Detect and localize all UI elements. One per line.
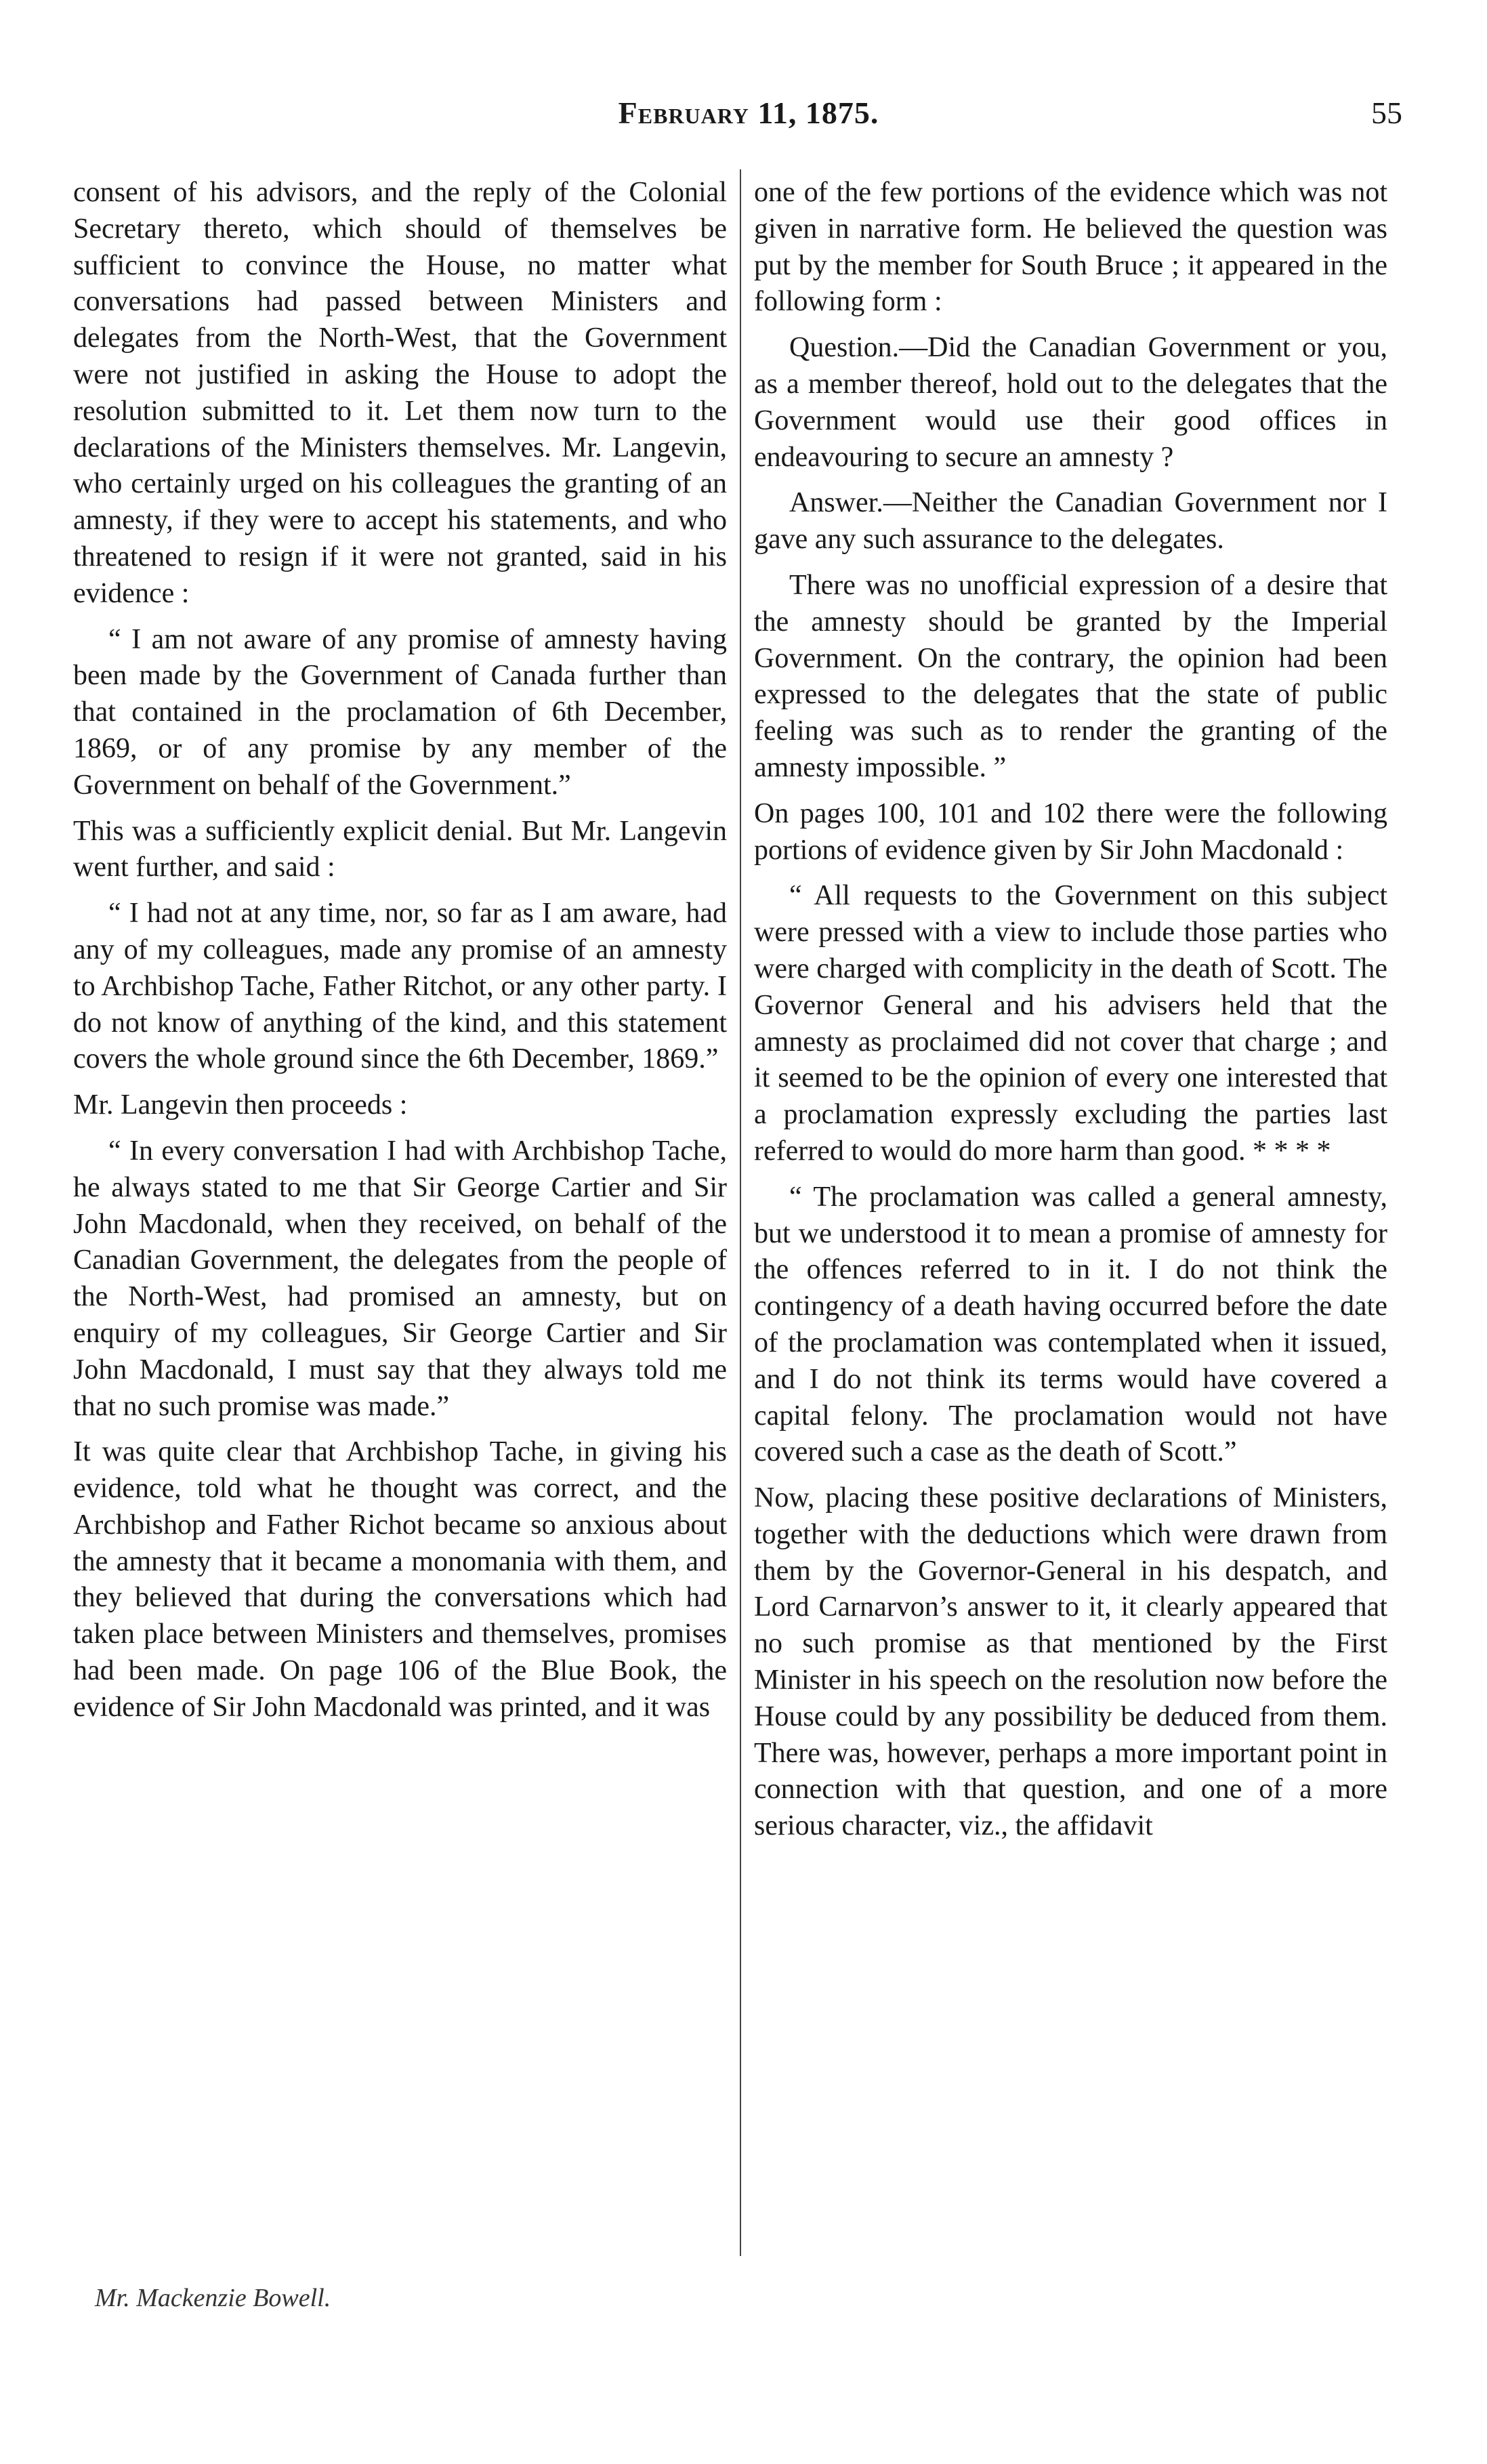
header-date: February 11, 1875.	[618, 96, 879, 130]
page-number: 55	[1371, 96, 1402, 130]
right-quote-3: “ The proclamation was called a general amnesty, but we understood it to mean a promise of amnesty for the offences referred to in it. I do not think the contingency of a death having occurred before the date of the proclamation was contemplated when it issued, and I do not think its terms would have covered a capital felony. The proclamation would not have covered such a case as the death of Scott.”	[754, 1181, 1387, 1468]
right-paragraph-3: Now, placing these positive declarations of Ministers, together with the deductions which were drawn from them by the Governor-General in his despatch, and Lord Carnarvon’s answer to it, it clearly appeared that no such promise as that mentioned by the First Minister in his speech on the resolution now before the House could by any possibility be deduced from them. There was, however, perhaps a more important point in connection with that question, and one of a more serious character, viz., the affidavit	[754, 1482, 1387, 1842]
left-paragraph-4: It was quite clear that Archbishop Tache, in giving his evidence, told what he thought was correct, and the Archbishop and Father Richot became so anxious about the amnesty that it became a monomania with them, and they believed that during the conversations which had taken place between Ministers and themselves, promises had been made. On page 106 of the Blue Book, the evidence of Sir John Macdonald was printed, and it was	[73, 1436, 727, 1723]
left-paragraph-3: Mr. Langevin then proceeds :	[73, 1089, 408, 1121]
right-paragraph-2: On pages 100, 101 and 102 there were the following portions of evidence given by Sir John Macdonald :	[754, 797, 1387, 866]
left-quote-2: “ I had not at any time, nor, so far as I am aware, had any of my colleagues, made any promise of an amnesty to Archbishop Tache, Father Ritchot, or any other party. I do not know of anything of the kind, and this statement covers the whole ground since the 6th December, 1869.”	[73, 898, 727, 1075]
page-header	[95, 95, 1402, 135]
speaker-signature: Mr. Mackenzie Bowell.	[95, 2284, 331, 2312]
left-paragraph-1: consent of his advisors, and the reply of the Colonial Secretary thereto, which should of themselves be sufficient to convince the House, no matter what conversations had passed between Ministers and delegates from the North-West, that the Government were not justified in asking the House to adopt the resolution submitted to it. Let them now turn to the declarations of the Ministers themselves. Mr. Langevin, who certainly urged on his colleagues the granting of an amnesty, if they were to accept his statements, and who threatened to resign if it were not granted, said in his evidence :	[73, 177, 727, 609]
right-answer: Answer.—Neither the Canadian Government nor I gave any such assurance to the delegates.	[754, 487, 1387, 556]
right-quote-1: There was no unofficial expression of a desire that the amnesty should be granted by the Imperial Government. On the contrary, the opinion had been expressed to the delegates that the state of public feeling was such as to render the granting of the amnesty impossible. ”	[754, 569, 1387, 783]
column-divider	[740, 169, 741, 2256]
left-quote-3: “ In every conversation I had with Archbishop Tache, he always stated to me that Sir George Cartier and Sir John Macdonald, when they received, on behalf of the Canadian Government, the delegates from the people of the North-West, had promised an amnesty, but on enquiry of my colleagues, Sir George Cartier and Sir John Macdonald, I must say that they always told me that no such promise was made.”	[73, 1135, 727, 1422]
left-quote-1: “ I am not aware of any promise of amnesty having been made by the Government of Canada further than that contained in the proclamation of 6th December, 1869, or of any promise by any member of the Government on behalf of the Government.”	[73, 623, 727, 801]
right-column	[754, 175, 1387, 1854]
right-quote-2: “ All requests to the Government on this subject were pressed with a view to include those parties who were charged with complicity in the death of Scott. The Governor General and his advisers held that the amnesty as proclaimed did not cover that charge ; and it seemed to be the opinion of every one interested that a proclamation expressly excluding the parties last referred to would do more harm than good. * * * *	[754, 880, 1387, 1167]
right-paragraph-1: one of the few portions of the evidence which was not given in narrative form. He believed the question was put by the member for South Bruce ; it appeared in the following form :	[754, 177, 1387, 318]
left-paragraph-2: This was a sufficiently explicit denial. But Mr. Langevin went further, and said :	[73, 815, 727, 883]
left-column	[73, 175, 727, 1736]
right-question: Question.—Did the Canadian Government or you, as a member thereof, hold out to the delegates that the Government would use their good offices in endeavouring to secure an amnesty ?	[754, 332, 1387, 473]
